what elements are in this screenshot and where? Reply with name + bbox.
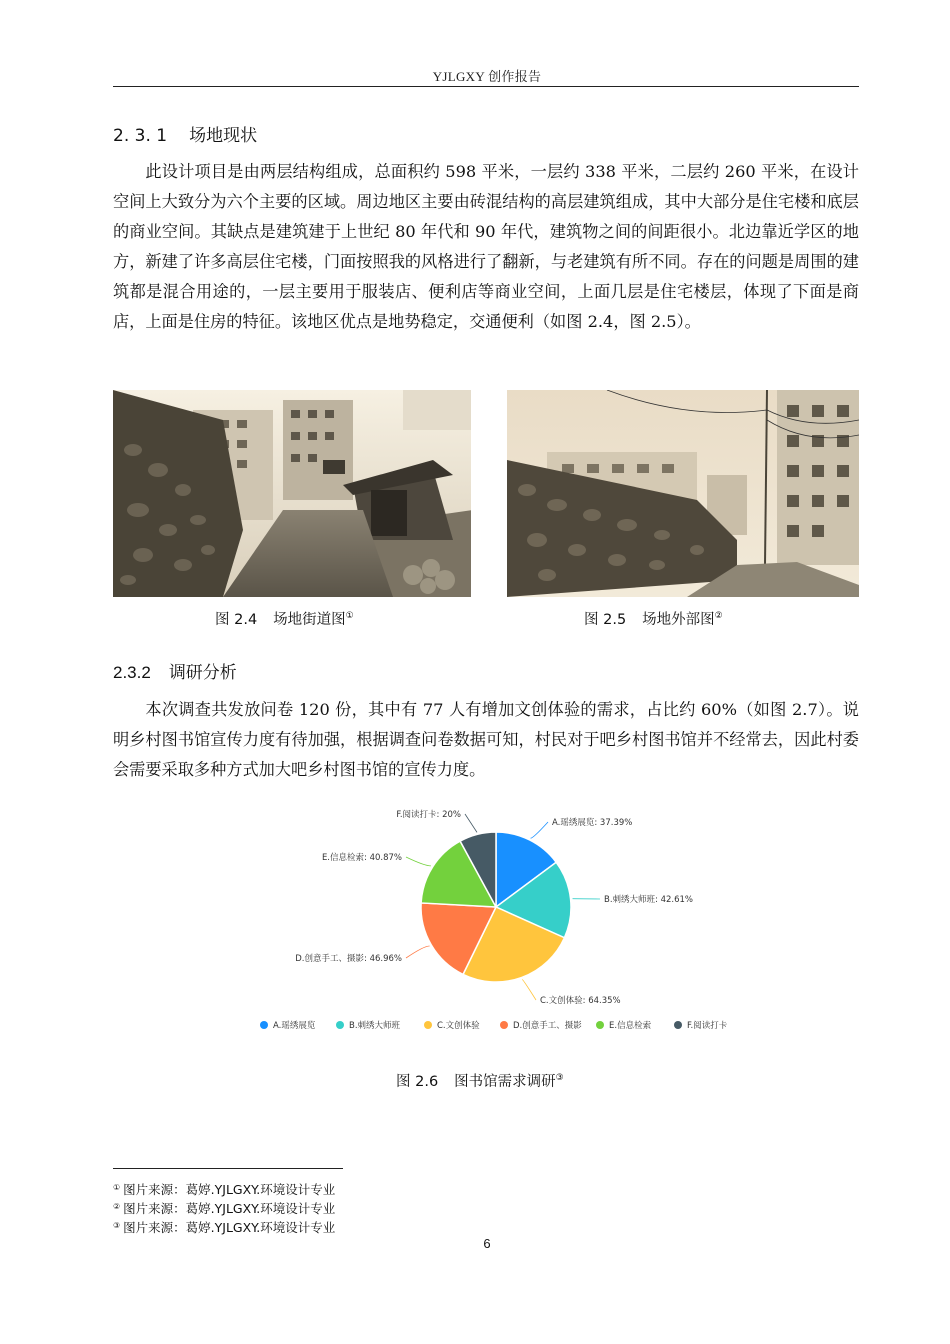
fig-number: 图 2.4 [215,612,258,628]
street-photo [113,390,471,597]
running-header: YJLGXY 创作报告 [432,69,542,84]
leader-line [406,946,430,958]
section-number: 2. 3. 1 [113,126,168,146]
section-title: 场地现状 [189,126,258,146]
footnote-1 [113,1180,335,1198]
slice-label: A.瑶绣展览: 37.39% [552,818,633,828]
pie-chart-svg [250,800,750,1040]
fig-title: 场地外部图 [642,612,715,628]
section-number: 2.3.2 [113,663,151,682]
section-title: 调研分析 [168,663,237,683]
legend-swatch [500,1021,508,1029]
fig-title: 场地街道图 [273,612,346,628]
footnote-mark: ① [113,1183,121,1192]
legend-swatch [424,1021,432,1029]
fig-number: 图 2.5 [584,612,627,628]
fig-number: 图 2.6 [396,1074,439,1090]
caption-fig-2-4 [215,608,354,629]
footnote-text: 图片来源：葛婷.YJLGXY.环境设计专业 [123,1201,336,1216]
legend-label: F.阅读打卡 [687,1021,728,1031]
leader-line [531,822,548,838]
demand-pie-chart [250,800,750,1040]
exterior-photo [507,390,859,597]
footnote-text: 图片来源：葛婷.YJLGXY.环境设计专业 [123,1220,336,1235]
legend-item[interactable] [596,1020,652,1031]
caption-fig-2-6 [396,1070,564,1091]
legend-swatch [260,1021,268,1029]
legend-label: C.文创体验 [437,1021,480,1031]
leader-line [465,814,477,832]
legend-item[interactable] [336,1020,401,1031]
legend-label: D.创意手工、摄影 [513,1021,582,1031]
paragraph-site-status: 此设计项目是由两层结构组成，总面积约 598 平米，一层约 338 平米，二层约 260 平米，在设计空间上大致分为六个主要的区域。周边地区主要由砖混结构的高层建筑组成，其中大部分是住宅楼和底层的商业空间。其缺点是建筑建于上世纪 80 年代和 90 年代，建筑物之间的间距很小。北边靠近学区的地方，新建了许多高层住宅楼，门面按照我的风格进行了翻新，与老建筑有所不同。存在的问题是周围的建筑都是混合用途的，一层主要用于服装店、便利店等商业空间，上面几层是住宅楼层，体现了下面是商店，上面是住房的特征。该地区优点是地势稳定，交通便利（如图 2.4，图 2.5）。 [113,162,859,331]
fig-title: 图书馆需求调研 [454,1074,556,1090]
slice-label: D.创意手工、摄影: 46.96% [295,954,402,964]
footnote-ref[interactable]: ① [345,611,354,622]
legend-swatch [596,1021,604,1029]
footnote-ref[interactable]: ② [714,611,723,622]
legend-item[interactable] [424,1020,480,1031]
leader-line [522,979,536,1000]
legend-swatch [336,1021,344,1029]
footnote-separator [113,1168,343,1169]
legend-item[interactable] [674,1020,728,1031]
section-heading-2-3-2 [113,658,237,683]
footnote-2 [113,1199,335,1217]
footnote-mark: ② [113,1202,121,1211]
paragraph-survey-analysis: 本次调查共发放问卷 120 份，其中有 77 人有增加文创体验的需求，占比约 60%（如图 2.7）。说明乡村图书馆宣传力度有待加强，根据调查问卷数据可知，村民对于吧乡村图书馆并不经常去，因此村委会需要采取多种方式加大吧乡村图书馆的宣传力度。 [113,700,859,779]
footnote-text: 图片来源：葛婷.YJLGXY.环境设计专业 [123,1182,336,1197]
legend-item[interactable] [500,1020,582,1031]
slice-label: F.阅读打卡: 20% [396,810,461,820]
page-number: 6 [483,1236,491,1251]
header-rule [113,86,859,87]
footnote-mark: ③ [113,1221,121,1230]
slice-label: B.刺绣大师班: 42.61% [604,895,694,905]
section-heading-2-3-1 [113,121,257,146]
legend-item[interactable] [260,1020,316,1031]
leader-line [406,857,431,866]
legend-label: E.信息检索 [609,1021,652,1031]
slice-label: E.信息检索: 40.87% [321,853,402,863]
slice-label: C.文创体验: 64.35% [540,996,621,1006]
caption-fig-2-5 [584,608,723,629]
legend-label: B.刺绣大师班 [349,1021,401,1031]
legend-label: A.瑶绣展览 [273,1021,316,1031]
legend-swatch [674,1021,682,1029]
footnote-ref[interactable]: ③ [555,1073,564,1084]
footnote-3 [113,1218,335,1236]
